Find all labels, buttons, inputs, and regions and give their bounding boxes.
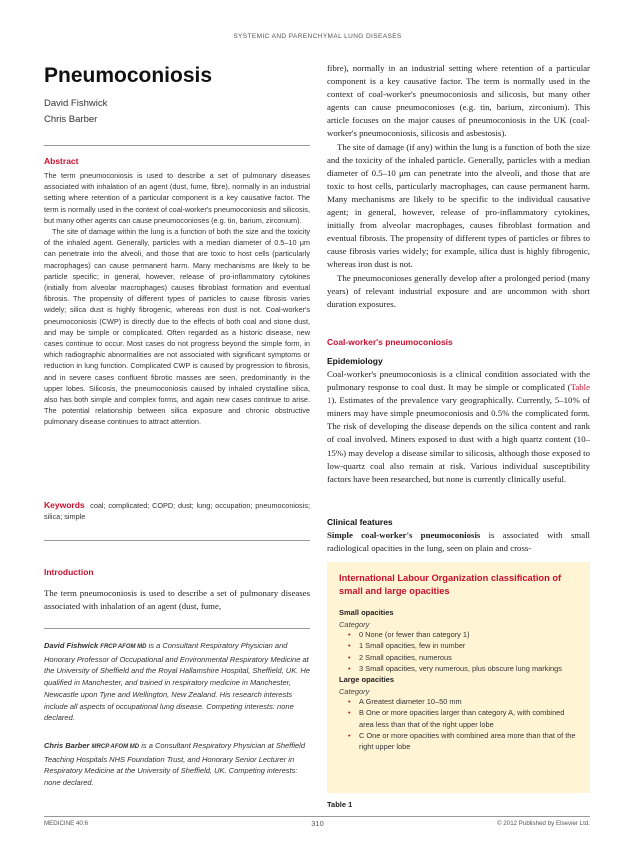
footer-divider <box>44 816 590 817</box>
table-category-label: Category <box>339 687 370 697</box>
table-list <box>339 696 578 752</box>
table-category-label: Category <box>339 620 370 629</box>
table-caption: Table 1 <box>327 800 353 809</box>
divider <box>44 628 310 629</box>
author-note-name: Chris Barber <box>44 741 90 750</box>
author-note-bio: is a Consultant Respiratory Physician at Sheffield Teaching Hospitals NHS Foundation Trust, and Honorary Senior Lecturer in Respiratory Medicine at the University of Sheffield, UK. Competing interests: none declared. <box>44 741 306 788</box>
table-reference-link[interactable]: Table 1 <box>327 382 590 406</box>
footer-copyright: © 2012 Published by Elsevier Ltd. <box>497 820 590 827</box>
epidemiology-text-part: ). Estimates of the prevalence vary geographically. Currently, 5–10% of miners may have simple pneumoconiosis and 0.5% the complicated form. The risk of developing the disease depends on the silica content and rank of coal involved. Miners exposed to dust with a high quartz content (10–15%) may develop a disease similar to silicosis, although those exposed to low-quartz coal also remain at risk. Various individual susceptibility factors have been researched, but none is currently clinically useful. <box>327 395 590 484</box>
epidemiology-text-part: Coal-worker's pneumoconiosis is a clinical condition associated with the pulmonary response to coal dust. It may be simple or complicated ( <box>327 369 590 393</box>
abstract-body <box>44 170 310 428</box>
author-name: David Fishwick <box>44 98 108 109</box>
section-heading-cwp: Coal-worker's pneumoconiosis <box>327 337 453 347</box>
table-title: International Labour Organization classification of small and large opacities <box>339 573 562 596</box>
introduction-heading: Introduction <box>44 567 94 577</box>
list-item: • B One or more opacities larger than category A, with combined area less than that of the right upper lobe <box>348 708 565 729</box>
subheading-clinical-features: Clinical features <box>327 517 393 527</box>
footer-page-number: 310 <box>311 819 324 828</box>
epidemiology-text <box>327 368 590 486</box>
author-note-credentials: MRCP AFOM MD <box>91 744 140 750</box>
clinical-text-part: is associated with small radiological opacities in the lung, seen on plain and cross- <box>327 530 591 554</box>
table-box <box>327 562 590 793</box>
author-note-bio: is a Consultant Respiratory Physician and Honorary Professor of Occupational and Environmental Respiratory Medicine at the University of Sheffield and the Royal Hallamshire Hospital, Sheffield, UK. He qualified in Manchester, and trained in respiratory medicine in Manchester, Newcastle upon Tyne and Wellington, New Zealand. His research interests include all aspects of occupational lung disease. Competing interests: none declared. <box>44 641 310 723</box>
list-item: • 1 Small opacities, few in number <box>348 641 466 651</box>
list-item: • 0 None (or fewer than category 1) <box>348 630 470 639</box>
keywords-text: coal; complicated; COPD; dust; lung; occupation; pneumoconiosis; silica; simple <box>44 501 310 522</box>
list-item: • 2 Small opacities, numerous <box>348 652 452 662</box>
list-item: • 3 Small opacities, very numerous, plus obscure lung markings <box>348 663 562 673</box>
divider <box>44 540 310 541</box>
right-column-text <box>327 62 590 311</box>
abstract-heading: Abstract <box>44 156 79 166</box>
table-group-heading: Large opacities <box>339 675 395 685</box>
abstract-paragraph: The term pneumoconiosis is used to describe a set of pulmonary diseases associated with inhalation of an agent (dust, fume, fibre), normally in an industrial setting where retention of a particular component is a key causative factor. The term is normally used in the context of coal-worker's pneumoconiosis and silicosis, but many other agents can cause pneumoconioses (e.g. tin, barium, zirconium). <box>44 171 310 225</box>
clinical-bold-term: Simple coal-worker's pneumoconiosis <box>327 530 481 540</box>
author-note <box>44 740 310 789</box>
author-note-credentials: FRCP AFOM MD <box>100 644 147 650</box>
introduction-text: The term pneumoconiosis is used to describe a set of pulmonary diseases associated with inhalation of an agent (dust, fume, <box>44 588 310 612</box>
body-paragraph: The site of damage (if any) within the lung is a function of both the size and the toxicity of the inhaled particle. Generally, particles with a median diameter of 0.5–10 μm can penetrate into the alveoli, and those that are toxic to host cells, particularly macrophages, can cause permanent harm. Many mechanisms are likely to be specific to the individual causative agent; in general, however, release of pro-inflammatory cytokines, initially from alveolar macrophages, causes fibroblast formation and eventual fibrosis. The propensity of different types of particles or fibres to cause fibrosis varies widely; for example, silica dust is highly fibrogenic, whereas iron dust is not. <box>327 141 590 270</box>
abstract-paragraph: The site of damage within the lung is a function of both the size and the toxicity of the inhaled agent. Generally, particles with a median diameter of 0.5–10 μm can penetrate into the alveoli, and those that are toxic to host cells (particularly macrophages) can cause permanent harm. Many mechanisms are likely to be particle specific; in general, however, release of pro-inflammatory cytokines (initially from alveolar macrophages) causes fibroblast formation and eventual fibrosis. The propensity of different types of particles to cause fibrosis varies widely; silica dust is highly fibrogenic, whereas iron dust is not. Coal-worker's pneumoconiosis (CWP) is directly due to the effects of both coal and stone dust, and may be simple or complicated. Often regarded as a historic disease, new cases continue to occur. Most cases do not progress beyond the simple form, in which radiographic abnormalities are not associated with significant symptoms or reduction in lung function. Complicated CWP is caused by progression to fibrosis, and in severe cases confluent fibrotic masses are seen, predominantly in the upper lobes. Silicosis, the pneumoconiosis caused by inhaled crystalline silica, also has both simple and complex forms, and again new cases continue to arise. The potential relationship between silica exposure and chronic obstructive pulmonary disease continues to attract attention. <box>44 227 310 427</box>
author-name: Chris Barber <box>44 114 98 125</box>
table-list <box>339 629 578 674</box>
body-paragraph: The pneumoconioses generally develop after a prolonged period (many years) of relevant industrial exposure and are uncommon with short duration exposures. <box>327 272 590 309</box>
list-item: • C One or more opacities with combined area more than that of the right upper lobe <box>348 731 576 752</box>
subheading-epidemiology: Epidemiology <box>327 356 383 366</box>
body-paragraph: fibre), normally in an industrial setting where retention of a particular component is a key causative factor. The term is normally used in the context of coal-worker's pneumoconiosis and silicosis, but many other agents can cause pneumoconioses (e.g. tin, barium, zirconium). This article focuses on the major causes of pneumoconiosis in the UK (coal-worker's pneumoconiosis, silicosis and asbestosis). <box>327 63 590 139</box>
keywords <box>44 500 310 522</box>
divider <box>44 145 310 146</box>
clinical-text <box>327 529 590 555</box>
table-group-heading: Small opacities <box>339 608 394 617</box>
keywords-label: Keywords <box>44 500 85 510</box>
footer-journal: MEDICINE 40:6 <box>44 820 89 827</box>
author-note <box>44 640 310 724</box>
running-header: SYSTEMIC AND PARENCHYMAL LUNG DISEASES <box>233 33 402 40</box>
article-title: Pneumoconiosis <box>44 64 213 87</box>
author-note-name: David Fishwick <box>44 641 99 650</box>
list-item: • A Greatest diameter 10–50 mm <box>348 697 462 707</box>
